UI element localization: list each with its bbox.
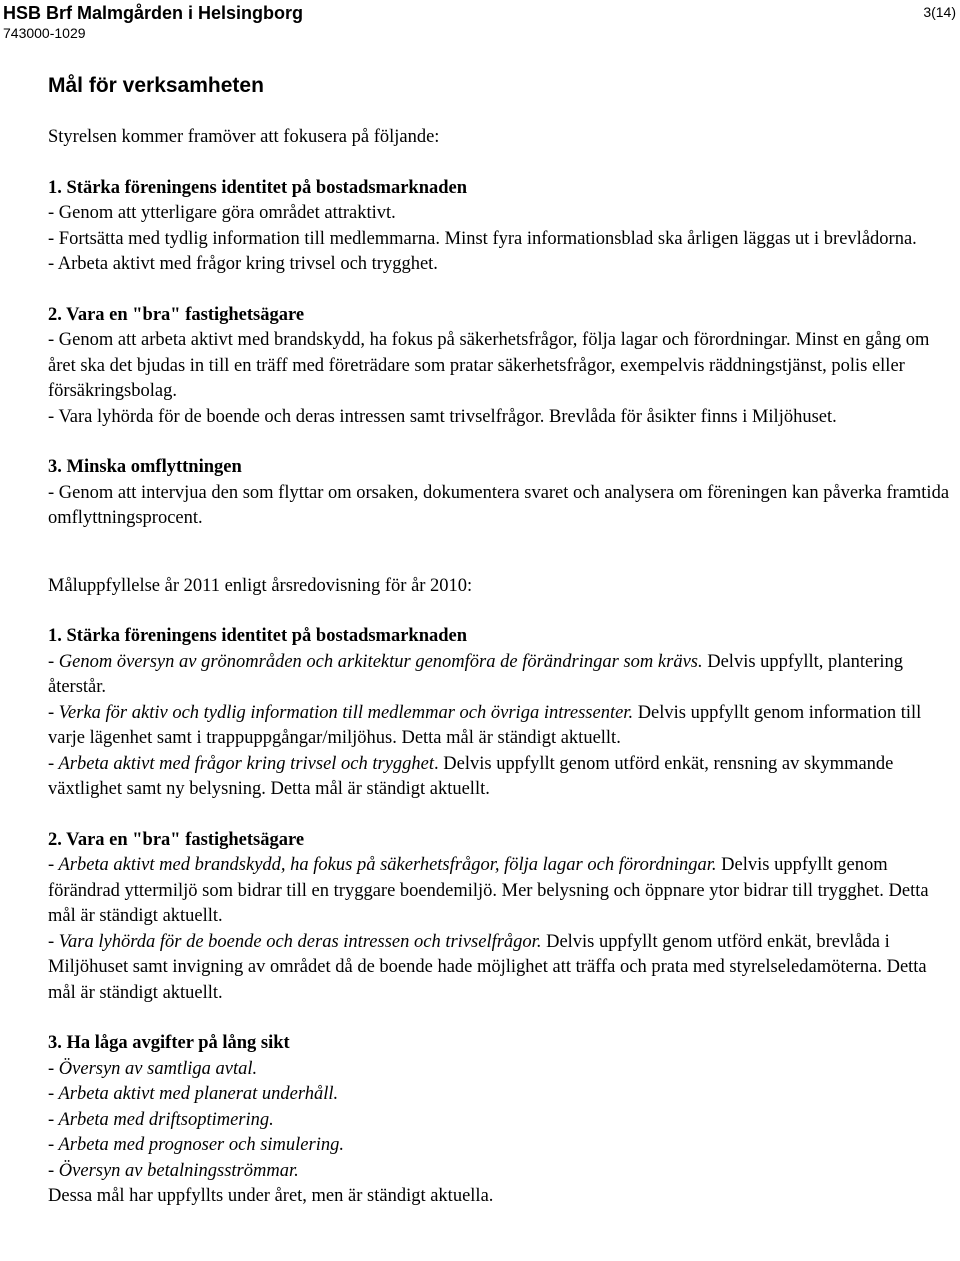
intro-text: Styrelsen kommer framöver att fokusera på följande: xyxy=(48,127,440,147)
goal-text: - Verka för aktiv och tydlig information till medlemmar och övriga intressenter. xyxy=(48,702,634,723)
goal-text: - Arbeta aktivt med frågor kring trivsel och trygghet xyxy=(48,753,435,774)
fulfilment-3 xyxy=(48,1031,953,1210)
goal-3 xyxy=(48,455,953,532)
fulfilment-item xyxy=(48,1133,953,1159)
fulfilment-item xyxy=(48,752,953,803)
fulfilment-item xyxy=(48,650,953,701)
fulfilment-2 xyxy=(48,828,953,1007)
fulfilment-heading: 2. Vara en "bra" fastighetsägare xyxy=(48,829,305,850)
status-text: Delvis uppfyllt genom utförd enkät, brevlåda i Miljöhuset samt invigning av området då de boende hade möjlighet att träffa och prata med styrelseledamöterna. Detta mål är ständigt aktuellt. xyxy=(48,931,927,1003)
status-text: . Delvis uppfyllt genom utförd enkät, rensning av skymmande växtlighet samt ny belysning. Detta mål är ständigt aktuellt. xyxy=(48,753,894,799)
goal-line: - Fortsätta med tydlig information till medlemmarna. Minst fyra informationsblad ska årligen läggas ut i brevlådorna. xyxy=(48,228,917,249)
organization-number: 743000-1029 xyxy=(3,25,86,41)
goal-heading: 3. Minska omflyttningen xyxy=(48,457,242,477)
fulfilment-item xyxy=(48,853,953,930)
goal-text: - Arbeta aktivt med brandskydd, ha fokus på säkerhetsfrågor, följa lagar och förordningar. xyxy=(48,855,717,875)
goal-line: - Genom att ytterligare göra området attraktivt. xyxy=(48,203,396,223)
fulfilment-item xyxy=(48,1082,953,1108)
goal-2 xyxy=(48,303,953,431)
fulfilment-heading: 3. Ha låga avgifter på lång sikt xyxy=(48,1033,290,1053)
goal-text: - Översyn av samtliga avtal. xyxy=(48,1058,258,1079)
page-number: 3(14) xyxy=(923,4,956,20)
status-text: Delvis uppfyllt, plantering återstår. xyxy=(48,651,903,697)
fulfilment-intro: Måluppfyllelse år 2011 enligt årsredovisning för år 2010: xyxy=(48,575,473,596)
fulfilment-1 xyxy=(48,624,953,803)
goal-text: - Arbeta aktivt med planerat underhåll. xyxy=(48,1084,339,1104)
goal-line: - Genom att arbeta aktivt med brandskydd, ha fokus på säkerhetsfrågor, följa lagar och förordningar. Minst en gång om året ska det bjudas in till en träff med företrädare som pratar säkerhetsfrågor, exempelvis räddningstjänst, polis eller försäkringsbolag. xyxy=(48,330,930,401)
fulfilment-item xyxy=(48,701,953,752)
goal-text: - Arbeta med prognoser och simulering. xyxy=(48,1135,344,1155)
goal-text: - Genom översyn av grönområden och arkitektur genomföra de förändringar som krävs. xyxy=(48,651,703,672)
goal-line: - Arbeta aktivt med frågor kring trivsel och trygghet. xyxy=(48,254,438,274)
section-title: Mål för verksamheten xyxy=(48,74,264,97)
fulfilment-item xyxy=(48,930,953,1007)
goal-line: - Vara lyhörda för de boende och deras intressen samt trivselfrågor. Brevlåda för åsikter finns i Miljöhuset. xyxy=(48,406,837,427)
status-text: Delvis uppfyllt genom information till varje lägenhet samt i trappuppgångar/miljöhus. Detta mål är ständigt aktuellt. xyxy=(48,702,922,748)
goal-heading: 1. Stärka föreningens identitet på bostadsmarknaden xyxy=(48,177,468,198)
goal-line: - Genom att intervjua den som flyttar om orsaken, dokumentera svaret och analysera om föreningen kan påverka framtida omflyttningsprocent. xyxy=(48,482,950,528)
fulfilment-item xyxy=(48,1159,953,1185)
organization-name: HSB Brf Malmgården i Helsingborg xyxy=(3,3,304,23)
goal-heading: 2. Vara en "bra" fastighetsägare xyxy=(48,304,305,325)
document-body xyxy=(48,70,953,1210)
status-text: Delvis uppfyllt genom förändrad yttermiljö som bidrar till en tryggare boendemiljö. Mer belysning och öppnare ytor bidrar till trygghet. Detta mål är ständigt aktuellt. xyxy=(48,855,929,926)
goal-text: - Vara lyhörda för de boende och deras intressen och trivselfrågor. xyxy=(48,931,542,952)
goal-1 xyxy=(48,176,953,278)
fulfilment-heading: 1. Stärka föreningens identitet på bostadsmarknaden xyxy=(48,626,468,646)
fulfilment-item xyxy=(48,1057,953,1083)
fulfilment-item xyxy=(48,1108,953,1134)
goal-text: - Arbeta med driftsoptimering. xyxy=(48,1109,274,1130)
closing-text: Dessa mål har uppfyllts under året, men är ständigt aktuella. xyxy=(48,1186,494,1206)
goal-text: - Översyn av betalningsströmmar. xyxy=(48,1160,299,1181)
